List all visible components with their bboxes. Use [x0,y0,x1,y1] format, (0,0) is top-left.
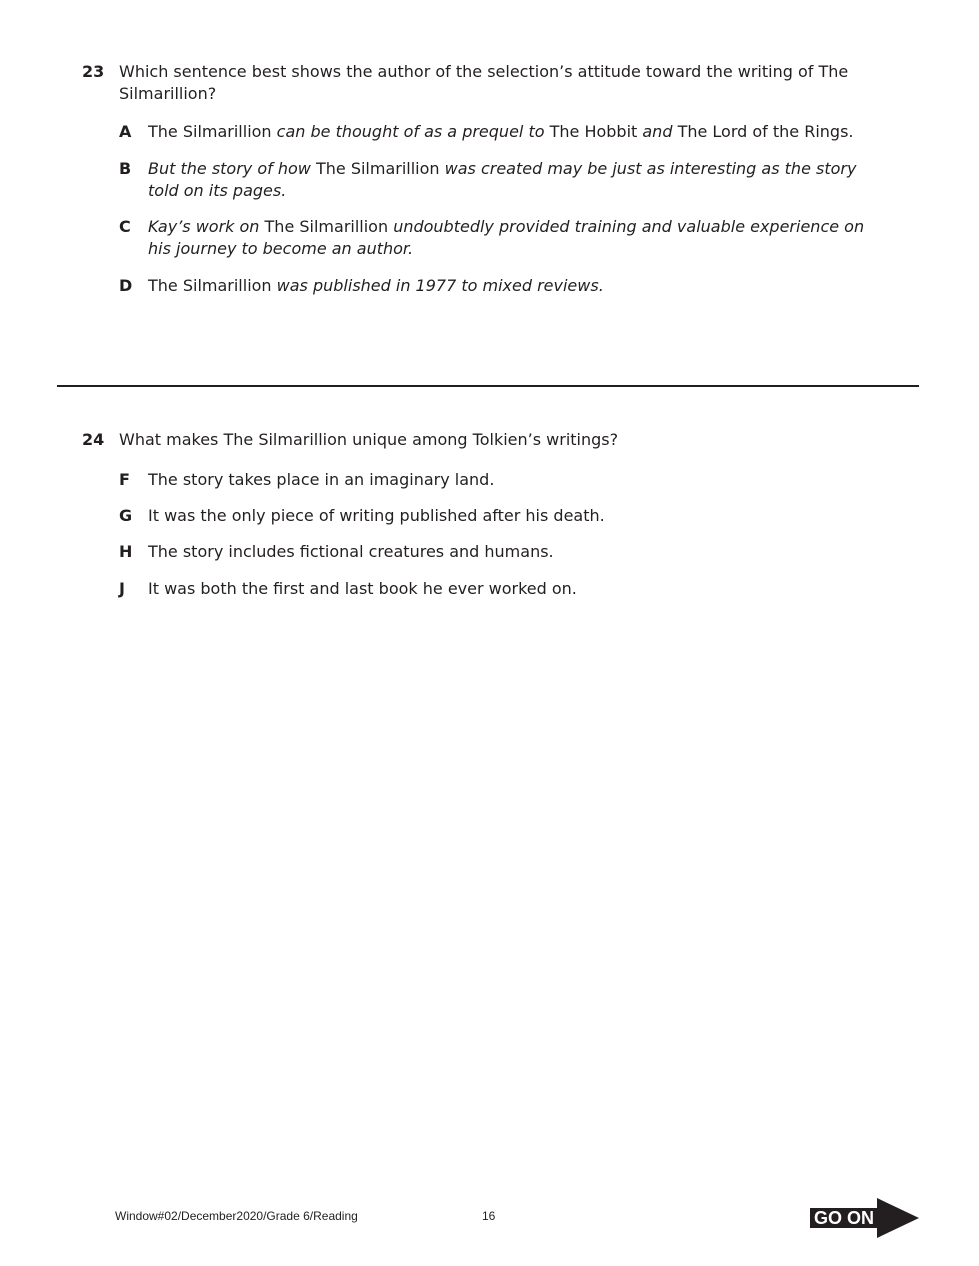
question-number: 24 [82,430,105,449]
question-stem [119,61,879,105]
option-letter: B [119,159,132,178]
text-segment: The Lord of the Rings. [677,122,854,141]
text-segment: It was the only piece of writing published after his death. [148,506,605,525]
option-text [148,541,873,563]
text-segment: It was both the first and last book he ever worked on. [148,579,577,598]
option-letter: F [119,470,130,489]
option-letter: C [119,217,131,236]
text-segment: The Hobbit [549,122,643,141]
italic-text-segment: can be thought of as a prequel to [276,122,550,141]
go-on-label: GO ON [814,1208,875,1228]
text-segment: The story takes place in an imaginary land. [148,470,495,489]
question-number: 23 [82,62,105,81]
page-number: 16 [482,1209,496,1223]
option-text [148,121,873,143]
text-segment: Which sentence best shows the author of the selection’s attitude toward the writing of [119,62,819,81]
text-segment: ? [207,84,217,103]
italic-text-segment: The Silmarillion [223,430,348,449]
italic-text-segment: But the story of how [148,159,316,178]
option-letter: J [119,579,125,598]
text-segment: What makes [119,430,224,449]
text-segment: The Silmarillion [148,122,277,141]
option-text [148,469,873,491]
section-divider [57,385,919,387]
italic-text-segment: Kay’s work on [148,217,265,236]
text-segment: The Silmarillion [315,159,445,178]
option-text [148,158,873,202]
text-segment: unique among Tolkien’s writings? [347,430,619,449]
option-text [148,216,873,260]
arrow-right-icon [877,1198,919,1238]
italic-text-segment: undoubtedly provided training and valuable experience on his journey to become an author. [148,217,865,258]
text-segment: The story includes fictional creatures and humans. [148,542,554,561]
text-segment: The Silmarillion [264,217,394,236]
option-letter: H [119,542,133,561]
text-segment: The Silmarillion [148,276,277,295]
option-letter: D [119,276,133,295]
question-stem [119,429,879,451]
option-text [148,578,873,600]
option-letter: A [119,122,132,141]
footer-source: Window#02/December2020/Grade 6/Reading [115,1209,358,1223]
go-on-indicator [810,1198,920,1238]
italic-text-segment: was created may be just as interesting as the story told on its pages. [148,159,857,200]
italic-text-segment: The Silmarillion [119,62,849,103]
italic-text-segment: was published in 1977 to mixed reviews. [276,276,604,295]
option-text [148,275,873,297]
italic-text-segment: and [642,122,678,141]
option-letter: G [119,506,133,525]
option-text [148,505,873,527]
